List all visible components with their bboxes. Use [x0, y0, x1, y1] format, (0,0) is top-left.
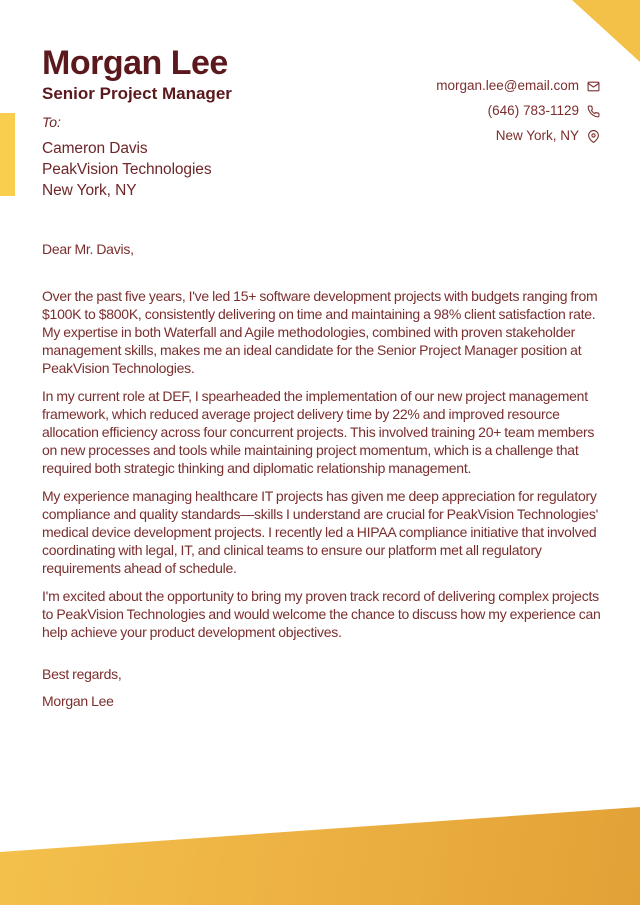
body-paragraph-1: Over the past five years, I've led 15+ software development projects with budgets ranging from $100K to $800K, consistently delivering on time and maintaining a 98% client satisfaction rate. My expertise in both Waterfall and Agile methodologies, combined with proven stakeholder management skills, makes me an ideal candidate for the Senior Project Manager position at PeakVision Technologies. — [42, 288, 598, 376]
contact-phone-value: (646) 783-1129 — [487, 103, 579, 118]
body-paragraph-2: In my current role at DEF, I spearheaded the implementation of our new project management framework, which reduced average project delivery time by 22% and improved resource allocation efficiency across four concurrent projects. This involved training 20+ team members on new processes and tools while maintaining project momentum, which is a challenge that required both strategic thinking and diplomatic relationship management. — [42, 388, 595, 476]
closing: Best regards, — [42, 666, 122, 682]
footer-band-decoration — [0, 805, 640, 905]
contact-block — [436, 79, 600, 143]
contact-phone — [488, 104, 600, 118]
left-accent-bar — [0, 113, 15, 196]
recipient-location: New York, NY — [42, 182, 137, 199]
applicant-name: Morgan Lee — [42, 44, 228, 82]
phone-icon — [587, 105, 600, 118]
applicant-identity — [42, 46, 232, 103]
envelope-icon — [587, 80, 600, 93]
contact-location — [496, 129, 600, 143]
recipient-label: To: — [42, 114, 61, 130]
greeting: Dear Mr. Davis, — [42, 241, 134, 257]
signature: Morgan Lee — [42, 693, 114, 709]
contact-location-value: New York, NY — [495, 128, 579, 143]
recipient-company: PeakVision Technologies — [42, 161, 212, 178]
recipient-block — [42, 114, 211, 201]
applicant-title: Senior Project Manager — [42, 84, 232, 103]
body-paragraph-3: My experience managing healthcare IT projects has given me deep appreciation for regulatory compliance and quality standards—skills I understand are crucial for PeakVision Technologies' medical device development projects. I recently led a HIPAA compliance initiative that involved coordinating with legal, IT, and clinical teams to ensure our platform met all regulatory requirements ahead of schedule. — [42, 488, 599, 576]
contact-email-value: morgan.lee@email.com — [436, 78, 579, 93]
recipient-name: Cameron Davis — [42, 140, 148, 157]
contact-email — [436, 79, 600, 93]
body-paragraph-4: I'm excited about the opportunity to bring my proven track record of delivering complex projects to PeakVision Technologies and would welcome the chance to discuss how my experience can help achieve your product development objectives. — [42, 588, 601, 640]
location-pin-icon — [587, 130, 600, 143]
letter-body — [42, 240, 604, 710]
